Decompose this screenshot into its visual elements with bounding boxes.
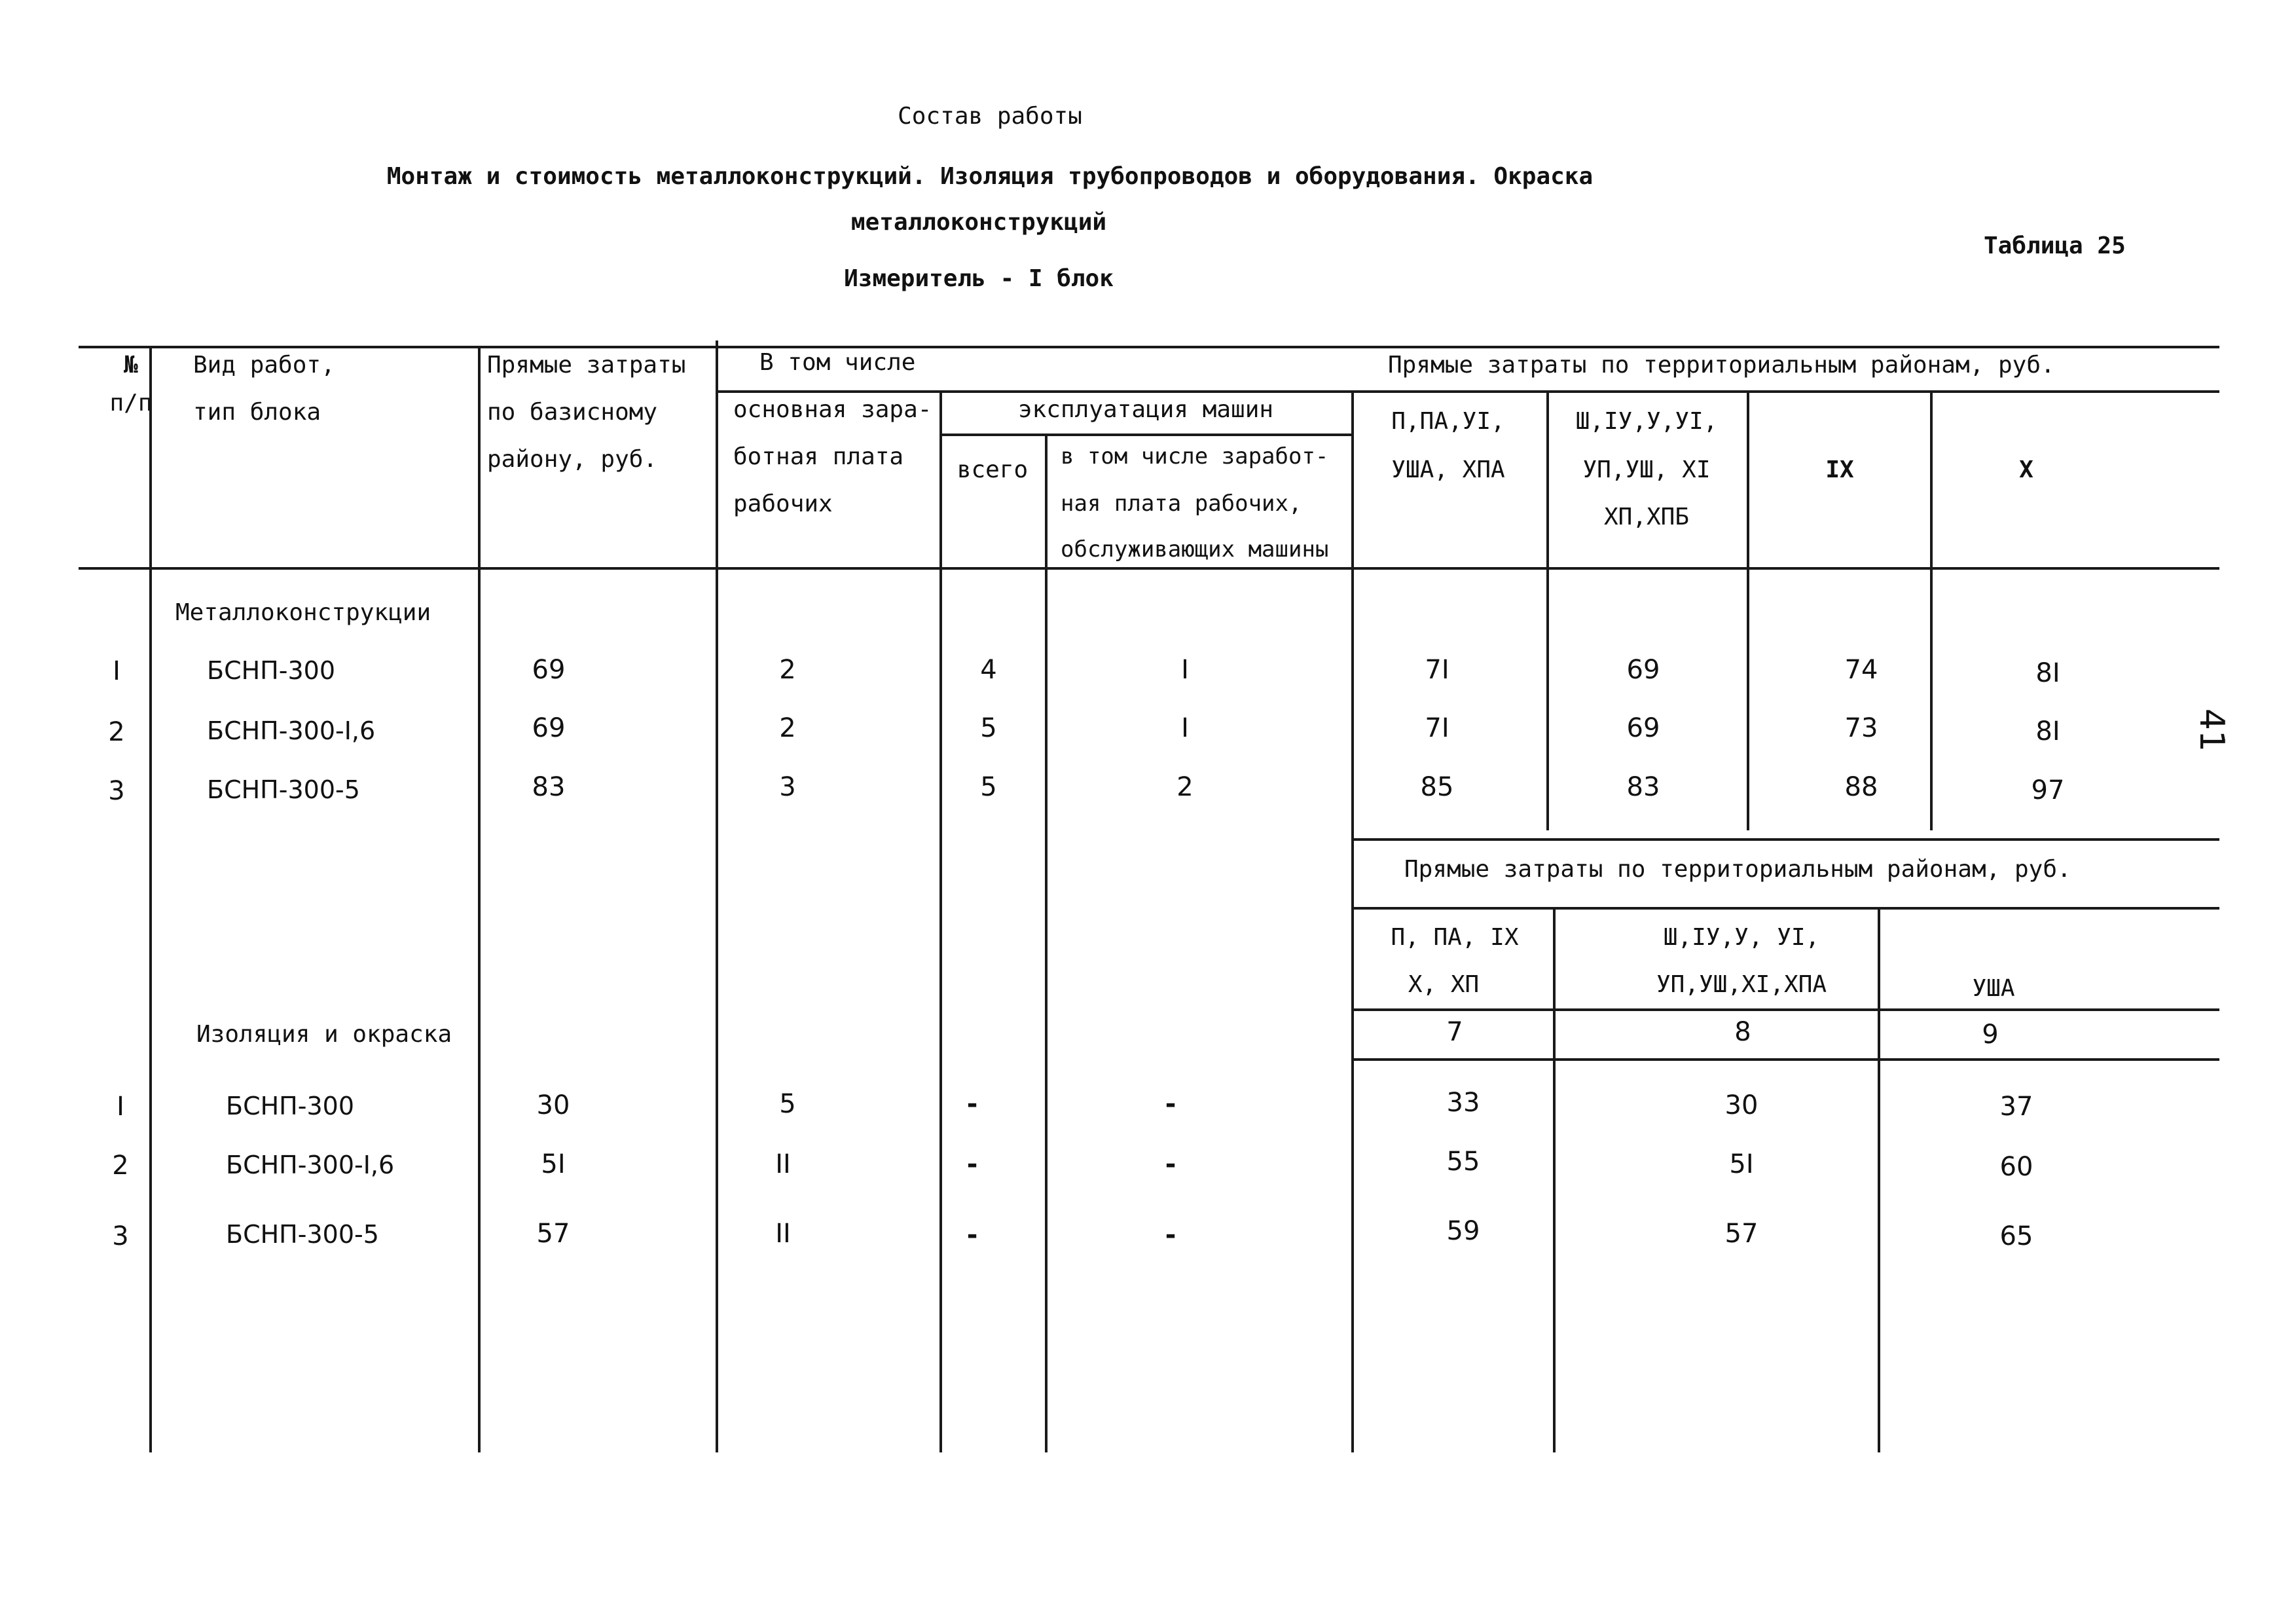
section2-numbers-bottom-line (1353, 1058, 2219, 1061)
header-line-machines (941, 434, 1353, 436)
s1-row3-num: 3 (108, 776, 125, 806)
s2-row2-direct: 5I (541, 1149, 566, 1179)
s2-col-number-7: 7 (1446, 1017, 1463, 1047)
s2-row2-type: БСНП-300-I,6 (226, 1151, 395, 1179)
col-header-direct-line1: Прямые затраты (487, 352, 686, 378)
col-line-r1 (1546, 390, 1549, 830)
section2-title: Изоляция и окраска (196, 1021, 452, 1048)
s1-row2-direct: 69 (532, 713, 566, 743)
s2-row2-machines: - (966, 1149, 978, 1179)
s2-col-number-8: 8 (1734, 1017, 1751, 1047)
s1-row3-region4: 97 (2031, 775, 2065, 805)
col-header-machines: эксплуатация машин (1017, 396, 1274, 423)
s1-row2-machine-wages: I (1181, 713, 1189, 743)
s2-row2-num: 2 (112, 1151, 129, 1181)
s2-row2-group2: 5I (1729, 1149, 1754, 1179)
s2-row1-type: БСНП-300 (226, 1092, 354, 1120)
section1-title: Металлоконструкции (175, 599, 431, 626)
measure-unit: Измеритель - I блок (844, 265, 1114, 292)
s2-col-header-group3: УША (1972, 975, 2015, 1002)
col-line-direct (716, 341, 718, 1452)
s2-col-header-group2-line1: Ш,IУ,У, УI, (1663, 924, 1820, 951)
col-header-num-line2: п/п (109, 390, 153, 416)
s1-row1-direct: 69 (532, 655, 566, 685)
page-number: 41 (2192, 708, 2232, 752)
s2-col-header-group2-line2: УП,УШ,ХI,ХПА (1656, 971, 1827, 998)
s1-row2-region4: 8I (2035, 716, 2060, 747)
s1-row2-machines: 5 (980, 713, 997, 743)
s1-row1-wages: 2 (779, 655, 796, 685)
s1-row3-machines: 5 (980, 772, 997, 802)
s2-row3-direct: 57 (536, 1219, 570, 1249)
s1-row3-region2: 83 (1626, 772, 1660, 802)
s2-col-header-group1-line2: Х, ХП (1408, 971, 1480, 998)
col-header-kind-line1: Вид работ, (193, 352, 335, 378)
col-header-direct-line3: району, руб. (487, 446, 658, 473)
s2-col-number-9: 9 (1982, 1020, 1999, 1050)
s2-row2-group1: 55 (1446, 1147, 1480, 1177)
s1-row3-region1: 85 (1420, 772, 1454, 802)
col-line-kind (478, 346, 481, 1452)
s1-row1-region2: 69 (1626, 655, 1660, 685)
s2-row1-group1: 33 (1446, 1088, 1480, 1118)
col-header-region2-line1: Ш,IУ,У,УI, (1575, 408, 1718, 435)
col-line-mw (1351, 390, 1354, 1452)
s2-row1-num: I (117, 1092, 124, 1122)
s1-row3-machine-wages: 2 (1176, 772, 1194, 802)
col-header-kind-line2: тип блока (193, 399, 321, 426)
col-line-r2 (1747, 390, 1749, 830)
section2-regions-title: Прямые затраты по территориальным районам, руб. (1404, 856, 2071, 883)
col-line-r3 (1930, 390, 1933, 830)
s1-row3-direct: 83 (532, 772, 566, 802)
s1-row1-region1: 7I (1425, 655, 1449, 685)
col-header-region3: IХ (1825, 456, 1854, 483)
s2-row1-wages: 5 (779, 1089, 796, 1119)
col-header-regions: Прямые затраты по территориальным районам, руб. (1388, 352, 2055, 378)
s2-row1-group2: 30 (1724, 1090, 1758, 1120)
document-subtitle-line1: Монтаж и стоимость металлоконструкций. Изоляция трубопроводов и оборудования. Окраска (386, 163, 1594, 190)
col-header-machine-wages-line1: в том числе заработ- (1061, 443, 1329, 470)
s2-row3-machine-wages: - (1165, 1220, 1176, 1250)
document-title: Состав работы (898, 103, 1082, 130)
col-header-region1-line2: УША, ХПА (1391, 456, 1505, 483)
col-header-wages-line2: ботная плата (733, 443, 904, 470)
s2-row1-direct: 30 (536, 1090, 570, 1120)
s2-row3-wages: II (775, 1219, 791, 1249)
col-header-machine-wages-line2: ная плата рабочих, (1061, 490, 1302, 517)
s2-row1-machine-wages: - (1165, 1089, 1176, 1119)
col-header-machine-wages-line3: обслуживающих машины (1061, 536, 1329, 563)
table-label: Таблица 25 (1984, 232, 2126, 259)
section2-regions-mid-line (1353, 907, 2219, 910)
col-header-region2-line2: УП,УШ, ХI (1582, 456, 1711, 483)
col-header-region4: Х (2019, 456, 2033, 483)
header-bottom-line (79, 567, 2219, 570)
col-line-g1 (1553, 907, 1556, 1452)
col-header-num-line1: № (124, 352, 138, 378)
col-line-num (149, 346, 152, 1452)
s2-col-header-group1-line1: П, ПА, IХ (1391, 924, 1519, 951)
s2-row3-num: 3 (112, 1221, 129, 1251)
s2-row3-group3: 65 (1999, 1221, 2033, 1251)
s1-row2-region1: 7I (1425, 713, 1449, 743)
s1-row2-wages: 2 (779, 713, 796, 743)
s2-row1-machines: - (966, 1089, 978, 1119)
s2-row3-group2: 57 (1724, 1219, 1758, 1249)
col-header-direct-line2: по базисному (487, 399, 658, 426)
col-header-machines-total: всего (957, 456, 1029, 483)
table-top-line (79, 346, 2219, 348)
s2-row3-machines: - (966, 1220, 978, 1250)
s1-row2-region3: 73 (1844, 713, 1878, 743)
s1-row2-num: 2 (108, 717, 125, 747)
col-line-total (1045, 434, 1048, 1452)
s1-row3-wages: 3 (779, 772, 796, 802)
header-line-incl (717, 390, 2219, 393)
col-line-g2 (1878, 907, 1880, 1452)
s1-row1-num: I (113, 656, 120, 686)
s2-row2-group3: 60 (1999, 1152, 2033, 1182)
s1-row3-region3: 88 (1844, 772, 1878, 802)
col-header-wages-line3: рабочих (733, 490, 833, 517)
section2-regions-top-line (1353, 838, 2219, 841)
s1-row3-type: БСНП-300-5 (207, 775, 360, 804)
col-header-incl: В том числе (759, 349, 916, 376)
section2-numbers-top-line (1353, 1008, 2219, 1011)
s1-row1-region4: 8I (2035, 658, 2060, 688)
s2-row3-type: БСНП-300-5 (226, 1220, 379, 1249)
document-subtitle-line2: металлоконструкций (850, 209, 1107, 236)
s1-row1-region3: 74 (1844, 655, 1878, 685)
s1-row1-machines: 4 (980, 655, 997, 685)
s2-row3-group1: 59 (1446, 1216, 1480, 1246)
col-header-region2-line3: ХП,ХПБ (1603, 504, 1690, 530)
s2-row2-machine-wages: - (1165, 1149, 1176, 1179)
s1-row2-type: БСНП-300-I,6 (207, 716, 376, 745)
s1-row1-type: БСНП-300 (207, 656, 335, 685)
s2-row1-group3: 37 (1999, 1092, 2033, 1122)
col-line-wages (939, 390, 942, 1452)
s1-row1-machine-wages: I (1181, 655, 1189, 685)
s2-row2-wages: II (775, 1149, 791, 1179)
col-header-wages-line1: основная зара- (733, 396, 932, 423)
col-header-region1-line1: П,ПА,УI, (1391, 408, 1505, 435)
s1-row2-region2: 69 (1626, 713, 1660, 743)
